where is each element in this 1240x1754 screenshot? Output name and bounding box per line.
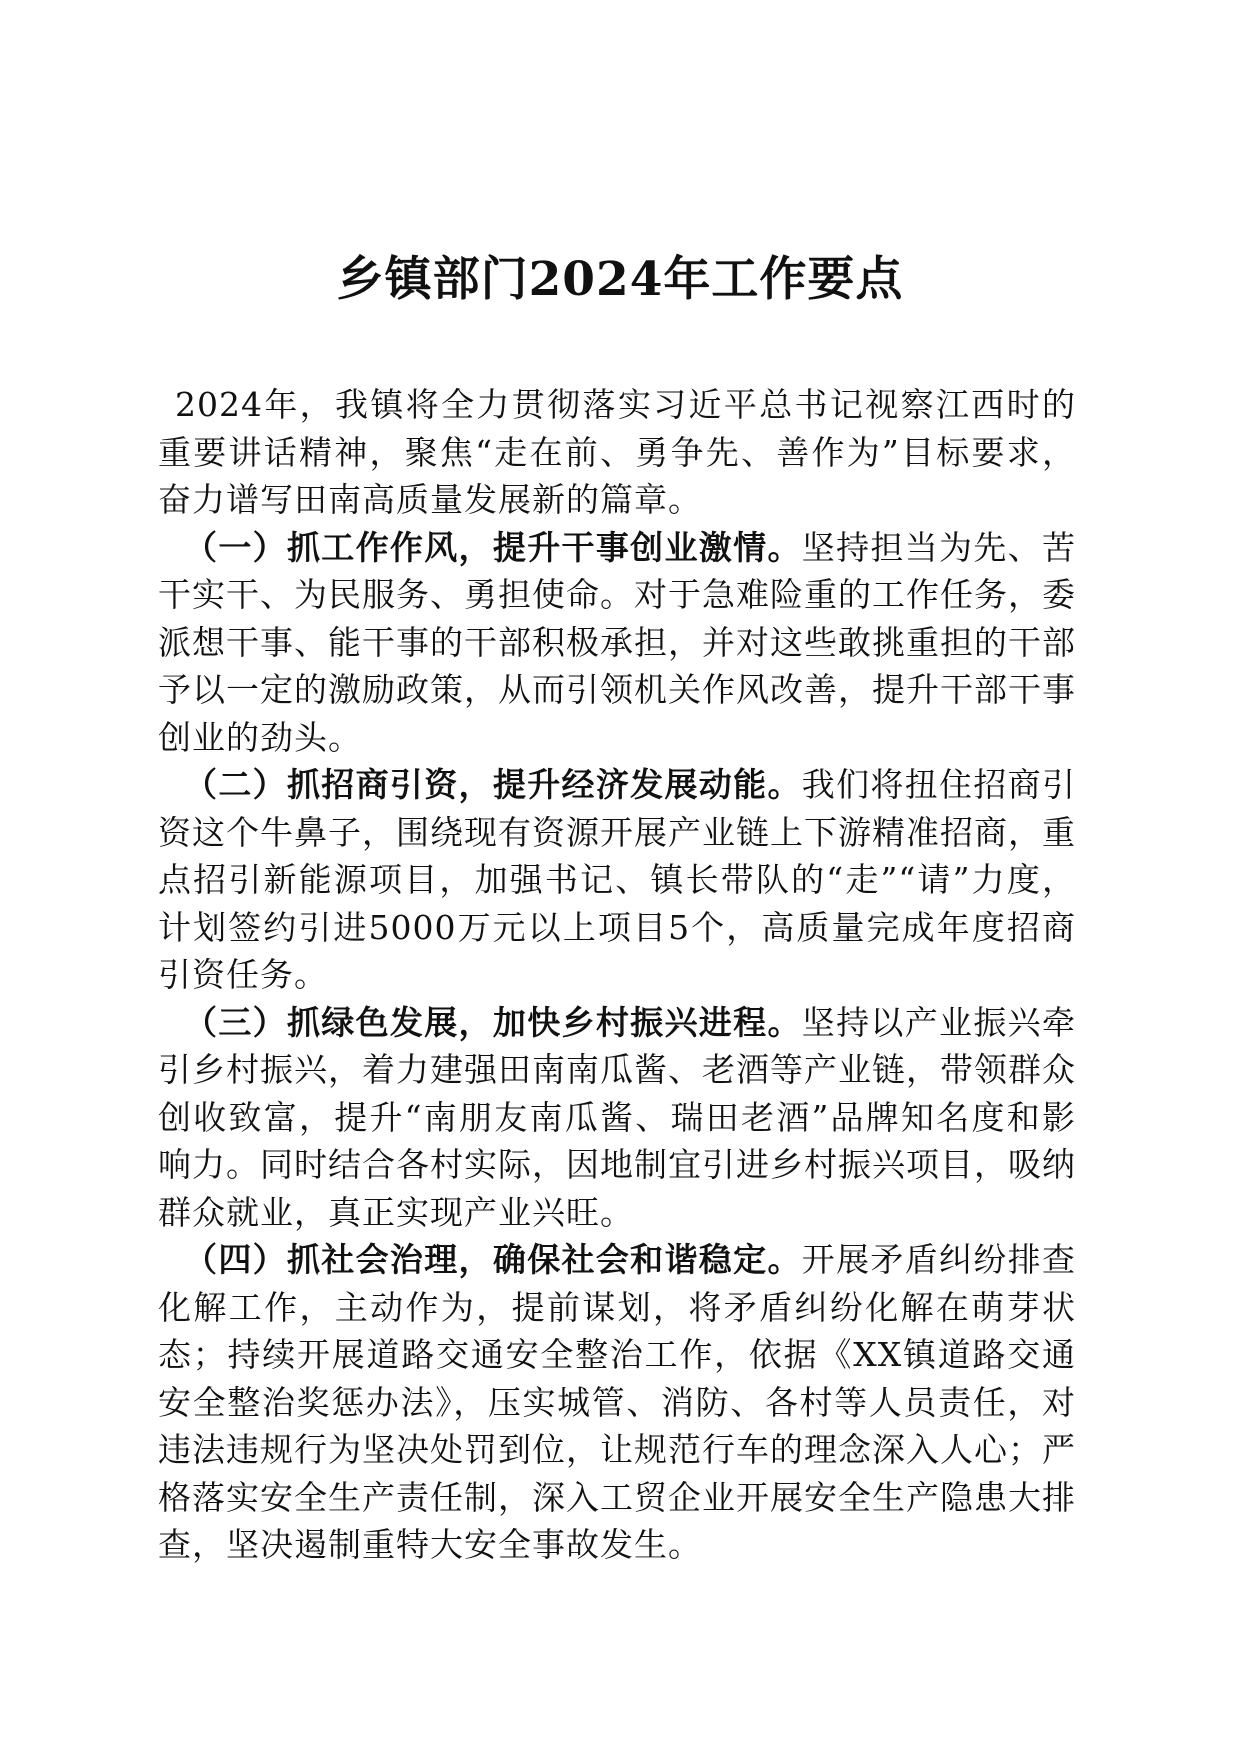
- document-title: 乡镇部门2024年工作要点: [336, 252, 904, 307]
- section-text-4: 开展矛盾纠纷排查化解工作，主动作为，提前谋划，将矛盾纠纷化解在萌芽状态；持续开展道路交通安全整治工作，依据《XX镇道路交通安全整治奖惩办法》，压实城管、消防、各村等人员责任，对违法违规行为坚决处罚到位，让规范行车的理念深入人心；严格落实安全生产责任制，深入工贸企业开展安全生产隐患大排查，坚决遏制重特大安全事故发生。: [158, 1240, 1077, 1564]
- section-text-1: 坚持担当为先、苦干实干、为民服务、勇担使命。对于急难险重的工作任务，委派想干事、能干事的干部积极承担，并对这些敢挑重担的干部予以一定的激励政策，从而引领机关作风改善，提升干部干事创业的劲头。: [158, 527, 1077, 757]
- section-heading-1: （一）抓工作作风，提升干事创业激情。: [184, 527, 802, 567]
- section-heading-3: （三）抓绿色发展，加快乡村振兴进程。: [184, 1002, 802, 1042]
- section-heading-4: （四）抓社会治理，确保社会和谐稳定。: [184, 1240, 802, 1279]
- section-paragraph-2: [158, 761, 1076, 999]
- section-paragraph-1: [158, 524, 1076, 762]
- intro-paragraph: 2024年，我镇将全力贯彻落实习近平总书记视察江西时的重要讲话精神，聚焦“走在前、勇争先、善作为”目标要求，奋力谱写田南高质量发展新的篇章。: [158, 385, 1076, 519]
- section-text-3: 坚持以产业振兴牵引乡村振兴，着力建强田南南瓜酱、老酒等产业链，带领群众创收致富，提升“南朋友南瓜酱、瑞田老酒”品牌知名度和影响力。同时结合各村实际，因地制宜引进乡村振兴项目，吸纳群众就业，真正实现产业兴旺。: [158, 1002, 1077, 1232]
- section-text-2: 我们将扭住招商引资这个牛鼻子，围绕现有资源开展产业链上下游精准招商，重点招引新能源项目，加强书记、镇长带队的“走”“请”力度，计划签约引进5000万元以上项目5个，高质量完成年度招商引资任务。: [158, 765, 1077, 994]
- document-body: [158, 381, 1076, 1569]
- section-paragraph-3: [158, 999, 1076, 1237]
- section-heading-2: （二）抓招商引资，提升经济发展动能。: [184, 765, 802, 804]
- section-paragraph-4: [158, 1236, 1076, 1569]
